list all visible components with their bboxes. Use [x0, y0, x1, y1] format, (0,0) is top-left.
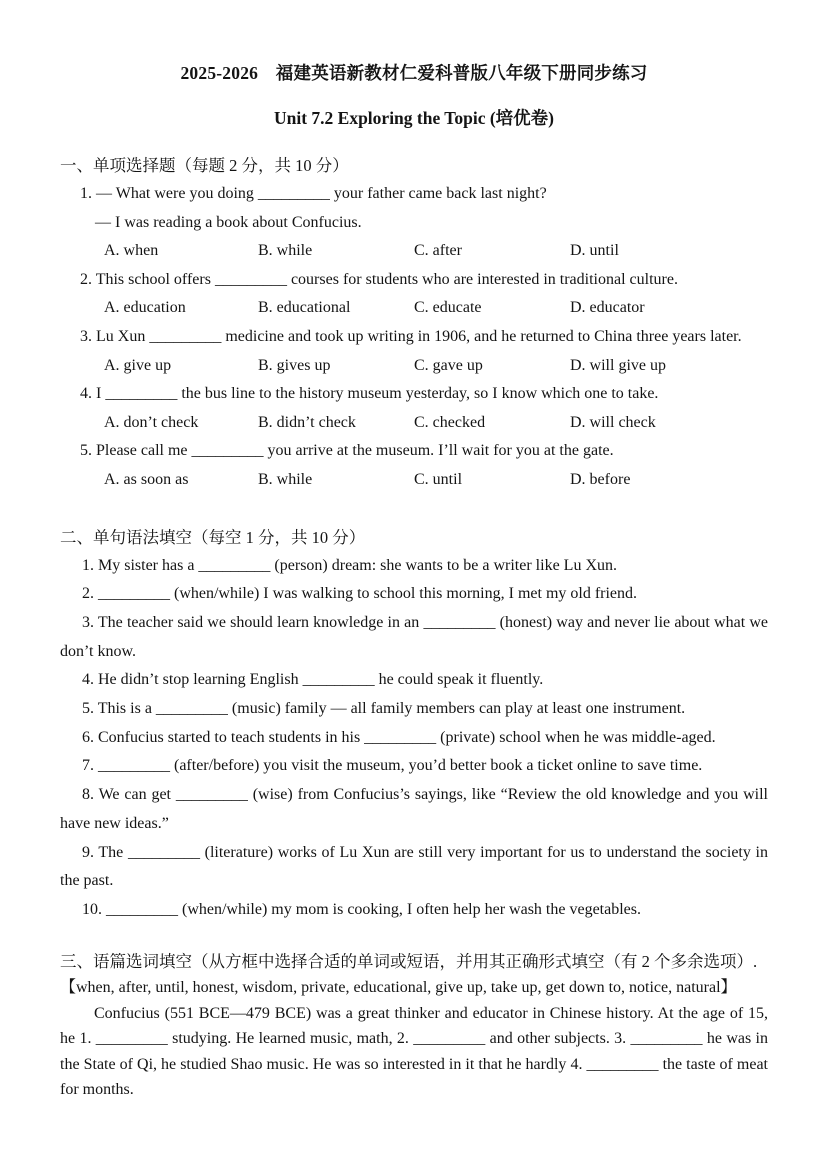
option-c: C. until	[414, 470, 463, 488]
fill-item-7: 7. _________ (after/before) you visit the museum, you’d better book a ticket online to save time.	[82, 757, 703, 775]
option-d: D. until	[570, 242, 619, 260]
fill-item-3: 3. The teacher said we should learn knowledge in an _________ (honest) way and never lie about what we don’t know.	[60, 613, 768, 660]
question-1-text: 1. — What were you doing _________ your father came back last night?	[80, 185, 547, 202]
option-c: C. gave up	[414, 356, 483, 374]
option-d: D. will give up	[570, 356, 666, 374]
fill-item-10: 10. _________ (when/while) my mom is cooking, I often help her wash the vegetables.	[82, 900, 641, 918]
option-a: A. education	[104, 299, 186, 317]
fill-item-6: 6. Confucius started to teach students in his _________ (private) school when he was middle-aged.	[82, 728, 716, 746]
question-5-options	[60, 466, 768, 495]
option-c: C. educate	[414, 299, 482, 317]
option-a: A. as soon as	[104, 470, 189, 488]
fill-item-9: 9. The _________ (literature) works of Lu Xun are still very important for us to understand the society in the past.	[60, 843, 768, 890]
option-d: D. will check	[570, 413, 656, 431]
section1-heading: 一、单项选择题（每题 2 分，共 10 分）	[60, 156, 349, 175]
option-c: C. after	[414, 242, 462, 260]
fill-item-5: 5. This is a _________ (music) family — all family members can play at least one instrument.	[82, 700, 686, 718]
unit-title: Unit 7.2 Exploring the Topic (培优卷)	[273, 108, 555, 128]
document-title: 2025-2026 福建英语新教材仁爱科普版八年级下册同步练习	[180, 63, 648, 83]
option-b: B. while	[258, 470, 313, 488]
section-cloze	[60, 949, 768, 1103]
option-a: A. don’t check	[104, 413, 199, 431]
option-a: A. give up	[104, 356, 172, 374]
question-5	[60, 437, 768, 494]
fill-item-8: 8. We can get _________ (wise) from Confucius’s sayings, like “Review the old knowledge and you will have new ideas.”	[60, 786, 768, 832]
question-1	[60, 180, 768, 266]
section-multiple-choice	[60, 151, 768, 495]
question-1-options	[60, 237, 768, 266]
option-b: B. gives up	[258, 356, 331, 374]
section-grammar-fill	[60, 523, 768, 925]
question-4-options	[60, 409, 768, 438]
option-c: C. checked	[414, 413, 486, 431]
question-2	[60, 266, 768, 323]
option-b: B. didn’t check	[258, 413, 356, 431]
question-3-text: 3. Lu Xun _________ medicine and took up writing in 1906, and he returned to China three years later.	[80, 327, 742, 345]
question-3	[60, 323, 768, 380]
option-d: D. educator	[570, 299, 645, 317]
fill-item-4: 4. He didn’t stop learning English _________ he could speak it fluently.	[82, 671, 544, 689]
fill-item-1: 1. My sister has a _________ (person) dream: she wants to be a writer like Lu Xun.	[82, 556, 617, 574]
cloze-passage: Confucius (551 BCE—479 BCE) was a great thinker and educator in Chinese history. At the age of 15, he 1. _________ studying. He learned music, math, 2. _________ and other subjects. 3. _________ he was in the State of Qi, he studied Shao music. He was so interested in it that he hardly 4. _________ the taste of meat for months.	[60, 1004, 768, 1099]
question-4	[60, 380, 768, 437]
fill-item-2: 2. _________ (when/while) I was walking to school this morning, I met my old friend.	[82, 585, 638, 603]
option-b: B. educational	[258, 299, 351, 317]
question-1-response: — I was reading a book about Confucius.	[95, 213, 362, 231]
question-4-text: 4. I _________ the bus line to the history museum yesterday, so I know which one to take.	[80, 385, 659, 403]
section3-heading: 三、语篇选词填空（从方框中选择合适的单词或短语，并用其正确形式填空（有 2 个多余选项）.	[60, 951, 758, 971]
question-3-options	[60, 352, 768, 381]
question-5-text: 5. Please call me _________ you arrive at the museum. I’ll wait for you at the gate.	[80, 442, 614, 460]
question-2-text: 2. This school offers _________ courses for students who are interested in traditional culture.	[80, 270, 678, 288]
question-2-options	[60, 294, 768, 323]
section2-heading: 二、单句语法填空（每空 1 分，共 10 分）	[60, 527, 366, 547]
word-bank: 【when, after, until, honest, wisdom, private, educational, give up, take up, get down to, notice, natural】	[60, 978, 737, 996]
option-d: D. before	[570, 470, 631, 488]
option-b: B. while	[258, 242, 313, 260]
option-a: A. when	[104, 242, 159, 260]
